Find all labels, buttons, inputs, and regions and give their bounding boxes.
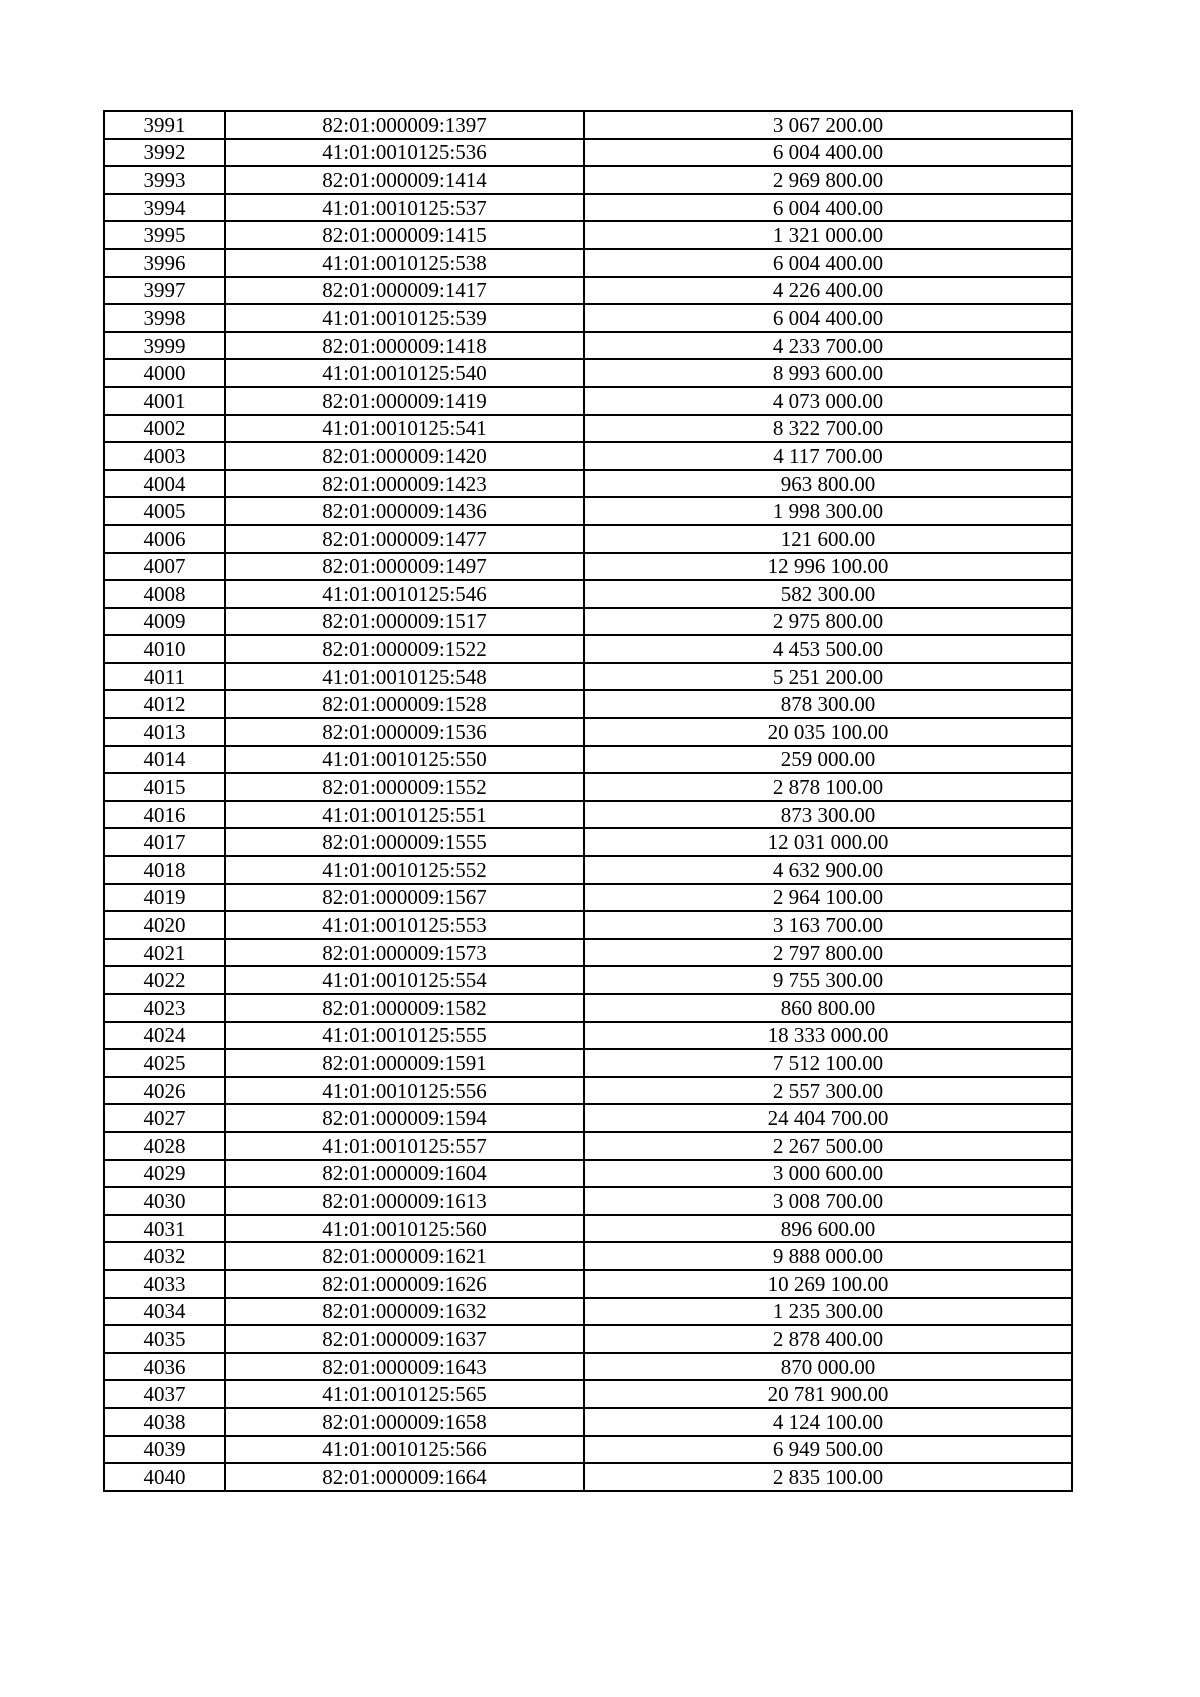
table-row bbox=[104, 1298, 1072, 1326]
row-number-cell: 4034 bbox=[104, 1298, 225, 1326]
value-cell: 4 117 700.00 bbox=[584, 442, 1072, 470]
table-row bbox=[104, 1380, 1072, 1408]
cadastral-number-cell: 41:01:0010125:539 bbox=[225, 304, 584, 332]
cadastral-number-cell: 82:01:000009:1626 bbox=[225, 1270, 584, 1298]
table-row bbox=[104, 966, 1072, 994]
value-cell: 6 949 500.00 bbox=[584, 1436, 1072, 1464]
row-number-cell: 4011 bbox=[104, 663, 225, 691]
value-cell: 4 226 400.00 bbox=[584, 277, 1072, 305]
cadastral-number-cell: 82:01:000009:1604 bbox=[225, 1160, 584, 1188]
value-cell: 4 073 000.00 bbox=[584, 387, 1072, 415]
row-number-cell: 3992 bbox=[104, 139, 225, 167]
table-row bbox=[104, 1049, 1072, 1077]
value-cell: 5 251 200.00 bbox=[584, 663, 1072, 691]
cadastral-number-cell: 82:01:000009:1582 bbox=[225, 994, 584, 1022]
table-row bbox=[104, 1160, 1072, 1188]
row-number-cell: 4032 bbox=[104, 1242, 225, 1270]
table-row bbox=[104, 580, 1072, 608]
row-number-cell: 4040 bbox=[104, 1463, 225, 1491]
table-row bbox=[104, 553, 1072, 581]
row-number-cell: 4026 bbox=[104, 1077, 225, 1105]
value-cell: 4 233 700.00 bbox=[584, 332, 1072, 360]
row-number-cell: 4022 bbox=[104, 966, 225, 994]
value-cell: 3 163 700.00 bbox=[584, 911, 1072, 939]
cadastral-number-cell: 41:01:0010125:553 bbox=[225, 911, 584, 939]
table-row bbox=[104, 139, 1072, 167]
value-cell: 3 000 600.00 bbox=[584, 1160, 1072, 1188]
row-number-cell: 4024 bbox=[104, 1022, 225, 1050]
row-number-cell: 4004 bbox=[104, 470, 225, 498]
cadastral-number-cell: 82:01:000009:1423 bbox=[225, 470, 584, 498]
row-number-cell: 4017 bbox=[104, 828, 225, 856]
value-cell: 8 322 700.00 bbox=[584, 415, 1072, 443]
value-cell: 6 004 400.00 bbox=[584, 249, 1072, 277]
value-cell: 1 998 300.00 bbox=[584, 497, 1072, 525]
row-number-cell: 4000 bbox=[104, 359, 225, 387]
value-cell: 878 300.00 bbox=[584, 690, 1072, 718]
row-number-cell: 4039 bbox=[104, 1436, 225, 1464]
cadastral-number-cell: 41:01:0010125:546 bbox=[225, 580, 584, 608]
row-number-cell: 4006 bbox=[104, 525, 225, 553]
row-number-cell: 3995 bbox=[104, 221, 225, 249]
value-cell: 6 004 400.00 bbox=[584, 304, 1072, 332]
row-number-cell: 4008 bbox=[104, 580, 225, 608]
table-row bbox=[104, 249, 1072, 277]
value-cell: 873 300.00 bbox=[584, 801, 1072, 829]
row-number-cell: 4010 bbox=[104, 635, 225, 663]
cadastral-number-cell: 82:01:000009:1477 bbox=[225, 525, 584, 553]
table-row bbox=[104, 1132, 1072, 1160]
row-number-cell: 4035 bbox=[104, 1325, 225, 1353]
row-number-cell: 4027 bbox=[104, 1104, 225, 1132]
cadastral-number-cell: 41:01:0010125:555 bbox=[225, 1022, 584, 1050]
cadastral-number-cell: 41:01:0010125:550 bbox=[225, 746, 584, 774]
table-row bbox=[104, 801, 1072, 829]
value-cell: 4 124 100.00 bbox=[584, 1408, 1072, 1436]
value-cell: 582 300.00 bbox=[584, 580, 1072, 608]
value-cell: 4 632 900.00 bbox=[584, 856, 1072, 884]
cadastral-number-cell: 41:01:0010125:537 bbox=[225, 194, 584, 222]
row-number-cell: 4003 bbox=[104, 442, 225, 470]
table-row bbox=[104, 166, 1072, 194]
row-number-cell: 4014 bbox=[104, 746, 225, 774]
table-row bbox=[104, 1270, 1072, 1298]
row-number-cell: 4030 bbox=[104, 1187, 225, 1215]
table-row bbox=[104, 1353, 1072, 1381]
value-cell: 2 975 800.00 bbox=[584, 608, 1072, 636]
table-row bbox=[104, 828, 1072, 856]
cadastral-number-cell: 41:01:0010125:551 bbox=[225, 801, 584, 829]
table-row bbox=[104, 221, 1072, 249]
value-cell: 7 512 100.00 bbox=[584, 1049, 1072, 1077]
cadastral-number-cell: 41:01:0010125:556 bbox=[225, 1077, 584, 1105]
row-number-cell: 4009 bbox=[104, 608, 225, 636]
row-number-cell: 4018 bbox=[104, 856, 225, 884]
value-cell: 1 321 000.00 bbox=[584, 221, 1072, 249]
value-cell: 2 267 500.00 bbox=[584, 1132, 1072, 1160]
data-table bbox=[103, 110, 1073, 1492]
value-cell: 9 888 000.00 bbox=[584, 1242, 1072, 1270]
value-cell: 12 031 000.00 bbox=[584, 828, 1072, 856]
cadastral-number-cell: 82:01:000009:1613 bbox=[225, 1187, 584, 1215]
row-number-cell: 4029 bbox=[104, 1160, 225, 1188]
row-number-cell: 4025 bbox=[104, 1049, 225, 1077]
value-cell: 2 835 100.00 bbox=[584, 1463, 1072, 1491]
table-row bbox=[104, 718, 1072, 746]
value-cell: 6 004 400.00 bbox=[584, 139, 1072, 167]
cadastral-number-cell: 82:01:000009:1536 bbox=[225, 718, 584, 746]
cadastral-number-cell: 41:01:0010125:540 bbox=[225, 359, 584, 387]
value-cell: 1 235 300.00 bbox=[584, 1298, 1072, 1326]
table-row bbox=[104, 1436, 1072, 1464]
row-number-cell: 4007 bbox=[104, 553, 225, 581]
value-cell: 121 600.00 bbox=[584, 525, 1072, 553]
table-row bbox=[104, 911, 1072, 939]
table-row bbox=[104, 1325, 1072, 1353]
table-row bbox=[104, 194, 1072, 222]
value-cell: 2 878 400.00 bbox=[584, 1325, 1072, 1353]
value-cell: 3 008 700.00 bbox=[584, 1187, 1072, 1215]
cadastral-number-cell: 82:01:000009:1436 bbox=[225, 497, 584, 525]
cadastral-number-cell: 82:01:000009:1419 bbox=[225, 387, 584, 415]
cadastral-number-cell: 82:01:000009:1632 bbox=[225, 1298, 584, 1326]
value-cell: 259 000.00 bbox=[584, 746, 1072, 774]
cadastral-number-cell: 41:01:0010125:536 bbox=[225, 139, 584, 167]
row-number-cell: 4036 bbox=[104, 1353, 225, 1381]
value-cell: 2 797 800.00 bbox=[584, 939, 1072, 967]
value-cell: 20 781 900.00 bbox=[584, 1380, 1072, 1408]
row-number-cell: 4012 bbox=[104, 690, 225, 718]
row-number-cell: 3991 bbox=[104, 111, 225, 139]
table-row bbox=[104, 277, 1072, 305]
cadastral-number-cell: 82:01:000009:1497 bbox=[225, 553, 584, 581]
cadastral-number-cell: 82:01:000009:1658 bbox=[225, 1408, 584, 1436]
table-row bbox=[104, 111, 1072, 139]
table-row bbox=[104, 1022, 1072, 1050]
value-cell: 2 557 300.00 bbox=[584, 1077, 1072, 1105]
row-number-cell: 3999 bbox=[104, 332, 225, 360]
row-number-cell: 4023 bbox=[104, 994, 225, 1022]
value-cell: 963 800.00 bbox=[584, 470, 1072, 498]
cadastral-number-cell: 82:01:000009:1621 bbox=[225, 1242, 584, 1270]
cadastral-number-cell: 82:01:000009:1643 bbox=[225, 1353, 584, 1381]
cadastral-number-cell: 82:01:000009:1637 bbox=[225, 1325, 584, 1353]
table-row bbox=[104, 773, 1072, 801]
table-row bbox=[104, 442, 1072, 470]
table-row bbox=[104, 304, 1072, 332]
table-row bbox=[104, 1104, 1072, 1132]
row-number-cell: 4019 bbox=[104, 884, 225, 912]
table-row bbox=[104, 884, 1072, 912]
cadastral-number-cell: 82:01:000009:1418 bbox=[225, 332, 584, 360]
value-cell: 896 600.00 bbox=[584, 1215, 1072, 1243]
row-number-cell: 3998 bbox=[104, 304, 225, 332]
table-row bbox=[104, 746, 1072, 774]
row-number-cell: 4013 bbox=[104, 718, 225, 746]
table-row bbox=[104, 332, 1072, 360]
table-row bbox=[104, 635, 1072, 663]
table-row bbox=[104, 1463, 1072, 1491]
table-row bbox=[104, 1215, 1072, 1243]
value-cell: 870 000.00 bbox=[584, 1353, 1072, 1381]
cadastral-number-cell: 82:01:000009:1517 bbox=[225, 608, 584, 636]
table-row bbox=[104, 663, 1072, 691]
row-number-cell: 4037 bbox=[104, 1380, 225, 1408]
row-number-cell: 4033 bbox=[104, 1270, 225, 1298]
table-row bbox=[104, 856, 1072, 884]
row-number-cell: 3994 bbox=[104, 194, 225, 222]
row-number-cell: 4031 bbox=[104, 1215, 225, 1243]
table-body bbox=[104, 111, 1072, 1491]
row-number-cell: 4038 bbox=[104, 1408, 225, 1436]
value-cell: 8 993 600.00 bbox=[584, 359, 1072, 387]
table-row bbox=[104, 1408, 1072, 1436]
value-cell: 6 004 400.00 bbox=[584, 194, 1072, 222]
cadastral-number-cell: 41:01:0010125:554 bbox=[225, 966, 584, 994]
cadastral-number-cell: 82:01:000009:1417 bbox=[225, 277, 584, 305]
cadastral-number-cell: 41:01:0010125:548 bbox=[225, 663, 584, 691]
value-cell: 9 755 300.00 bbox=[584, 966, 1072, 994]
cadastral-number-cell: 82:01:000009:1528 bbox=[225, 690, 584, 718]
cadastral-number-cell: 82:01:000009:1522 bbox=[225, 635, 584, 663]
table-row bbox=[104, 387, 1072, 415]
table-row bbox=[104, 359, 1072, 387]
value-cell: 12 996 100.00 bbox=[584, 553, 1072, 581]
cadastral-number-cell: 82:01:000009:1552 bbox=[225, 773, 584, 801]
table-row bbox=[104, 497, 1072, 525]
cadastral-number-cell: 41:01:0010125:538 bbox=[225, 249, 584, 277]
cadastral-number-cell: 82:01:000009:1591 bbox=[225, 1049, 584, 1077]
row-number-cell: 4020 bbox=[104, 911, 225, 939]
table-row bbox=[104, 1077, 1072, 1105]
cadastral-number-cell: 41:01:0010125:552 bbox=[225, 856, 584, 884]
table-row bbox=[104, 608, 1072, 636]
row-number-cell: 4005 bbox=[104, 497, 225, 525]
cadastral-number-cell: 41:01:0010125:566 bbox=[225, 1436, 584, 1464]
row-number-cell: 3996 bbox=[104, 249, 225, 277]
row-number-cell: 4015 bbox=[104, 773, 225, 801]
cadastral-number-cell: 82:01:000009:1573 bbox=[225, 939, 584, 967]
value-cell: 10 269 100.00 bbox=[584, 1270, 1072, 1298]
value-cell: 860 800.00 bbox=[584, 994, 1072, 1022]
cadastral-number-cell: 82:01:000009:1567 bbox=[225, 884, 584, 912]
table-row bbox=[104, 1187, 1072, 1215]
table-row bbox=[104, 470, 1072, 498]
table-row bbox=[104, 525, 1072, 553]
cadastral-number-cell: 41:01:0010125:557 bbox=[225, 1132, 584, 1160]
row-number-cell: 3997 bbox=[104, 277, 225, 305]
cadastral-number-cell: 41:01:0010125:560 bbox=[225, 1215, 584, 1243]
table-row bbox=[104, 1242, 1072, 1270]
value-cell: 2 878 100.00 bbox=[584, 773, 1072, 801]
value-cell: 2 964 100.00 bbox=[584, 884, 1072, 912]
row-number-cell: 4021 bbox=[104, 939, 225, 967]
table-row bbox=[104, 994, 1072, 1022]
table-row bbox=[104, 690, 1072, 718]
cadastral-number-cell: 41:01:0010125:541 bbox=[225, 415, 584, 443]
row-number-cell: 3993 bbox=[104, 166, 225, 194]
cadastral-number-cell: 82:01:000009:1594 bbox=[225, 1104, 584, 1132]
table-row bbox=[104, 415, 1072, 443]
cadastral-number-cell: 82:01:000009:1555 bbox=[225, 828, 584, 856]
cadastral-number-cell: 82:01:000009:1420 bbox=[225, 442, 584, 470]
cadastral-number-cell: 82:01:000009:1397 bbox=[225, 111, 584, 139]
row-number-cell: 4016 bbox=[104, 801, 225, 829]
value-cell: 2 969 800.00 bbox=[584, 166, 1072, 194]
cadastral-number-cell: 82:01:000009:1414 bbox=[225, 166, 584, 194]
value-cell: 18 333 000.00 bbox=[584, 1022, 1072, 1050]
row-number-cell: 4001 bbox=[104, 387, 225, 415]
table-row bbox=[104, 939, 1072, 967]
cadastral-number-cell: 82:01:000009:1415 bbox=[225, 221, 584, 249]
cadastral-number-cell: 82:01:000009:1664 bbox=[225, 1463, 584, 1491]
value-cell: 24 404 700.00 bbox=[584, 1104, 1072, 1132]
value-cell: 3 067 200.00 bbox=[584, 111, 1072, 139]
value-cell: 4 453 500.00 bbox=[584, 635, 1072, 663]
value-cell: 20 035 100.00 bbox=[584, 718, 1072, 746]
row-number-cell: 4028 bbox=[104, 1132, 225, 1160]
row-number-cell: 4002 bbox=[104, 415, 225, 443]
cadastral-number-cell: 41:01:0010125:565 bbox=[225, 1380, 584, 1408]
